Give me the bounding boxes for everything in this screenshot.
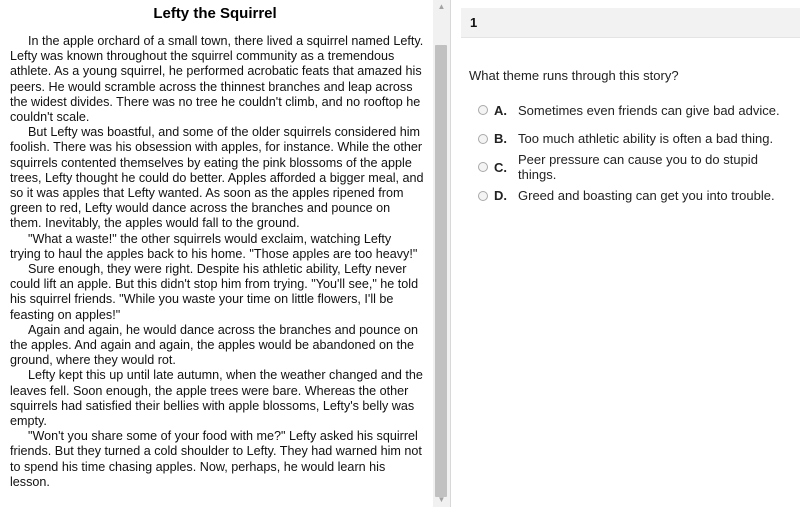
choice-text: Sometimes even friends can give bad advice.: [518, 102, 780, 118]
choice-c[interactable]: [478, 153, 798, 182]
radio-button[interactable]: [478, 162, 488, 172]
choice-letter: B.: [494, 131, 507, 147]
passage-paragraph: "Won't you share some of your food with me?" Lefty asked his squirrel friends. But they turned a cold shoulder to Lefty. They had warned him not to spend his time chasing apples. Now, perhaps, he would learn his lesson.: [10, 429, 422, 489]
choice-text: Peer pressure can cause you to do stupid things.: [518, 152, 758, 183]
chevron-down-icon[interactable]: ▼: [437, 495, 446, 504]
question-prompt: What theme runs through this story?: [469, 68, 679, 83]
pane-divider: [450, 0, 451, 507]
radio-button[interactable]: [478, 134, 488, 144]
passage-text: [10, 34, 424, 490]
choice-b[interactable]: [478, 125, 798, 154]
passage-title: Lefty the Squirrel: [153, 5, 277, 22]
passage-paragraph: Again and again, he would dance across the branches and pounce on the apples. And again and again, the apples would be abandoned on the ground, where they would rot.: [10, 322, 418, 368]
passage-paragraph: Sure enough, they were right. Despite his athletic ability, Lefty never could lift an apple. But this didn't stop him from trying. "You'll see," he told his squirrel friends. "While you waste your time on little flowers, I'll be feasting on apples!": [10, 262, 419, 322]
passage-paragraph: "What a waste!" the other squirrels would exclaim, watching Lefty trying to haul the apples back to his home. "Those apples are too heavy!": [10, 231, 418, 261]
scrollbar-thumb[interactable]: [435, 45, 447, 497]
passage-scrollbar[interactable]: [433, 0, 450, 507]
choice-text: Too much athletic ability is often a bad thing.: [518, 131, 774, 147]
radio-button[interactable]: [478, 105, 488, 115]
radio-button[interactable]: [478, 191, 488, 201]
choice-letter: D.: [494, 188, 507, 204]
question-number: 1: [470, 15, 478, 30]
chevron-up-icon[interactable]: ▲: [437, 2, 446, 11]
choice-letter: C.: [494, 159, 507, 175]
passage-paragraph: In the apple orchard of a small town, there lived a squirrel named Lefty. Lefty was known throughout the squirrel community as a tremendous athlete. As a young squirrel, he performed acrobatic feats that amazed his peers. He would scramble across the thinnest branches and leap across the widest divides. There was no tree he couldn't climb, and no rooftop he couldn't scale.: [10, 34, 424, 125]
answer-choices: [478, 96, 798, 210]
choice-a[interactable]: [478, 96, 798, 125]
passage-paragraph: But Lefty was boastful, and some of the older squirrels considered him foolish. There was his obsession with apples, for instance. While the other squirrels contented themselves by eating the pink blossoms of the apple trees, Lefty thought he could do better. Apples afforded a bigger meal, and so it was apples that Lefty wanted. As soon as the apples ripened from green to red, Lefty would dance across the branches and pounce on them. Inevitably, the apples would fall to the ground.: [10, 125, 424, 231]
question-header: [461, 8, 800, 38]
choice-letter: A.: [494, 102, 507, 118]
choice-text: Greed and boasting can get you into trouble.: [518, 188, 775, 204]
choice-d[interactable]: [478, 182, 798, 211]
passage-paragraph: Lefty kept this up until late autumn, when the weather changed and the leaves fell. Soon enough, the apple trees were bare. Whereas the other squirrels had satisfied their bellies with apple blossoms, Lefty's belly was empty.: [10, 368, 423, 429]
